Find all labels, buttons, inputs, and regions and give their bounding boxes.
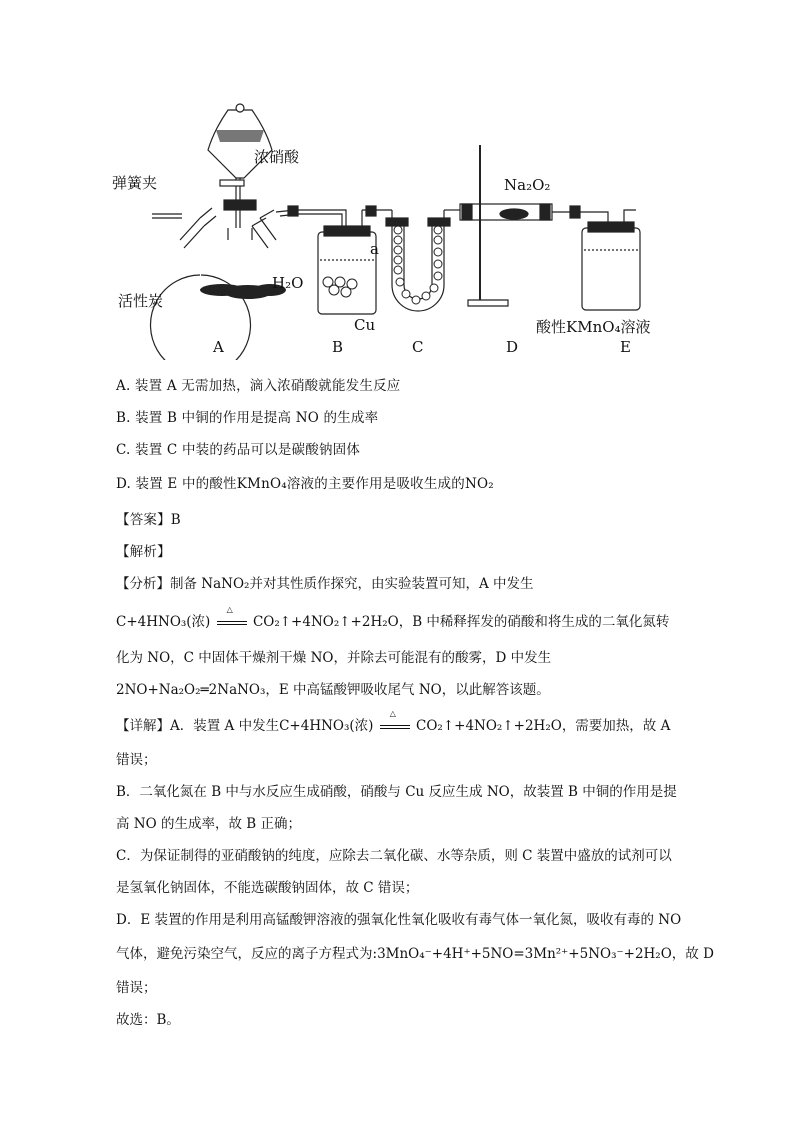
apparatus-diagram xyxy=(100,100,700,360)
detail-line-1-tail: ，需要加热，故 A xyxy=(561,718,671,734)
label-tube-a: a xyxy=(370,240,379,258)
detail-line-2: 错误； xyxy=(116,752,157,768)
label-water: H₂O xyxy=(272,274,304,292)
analysis-line-3: 化为 NO，C 中固体干燥剂干燥 NO，并除去可能混有的酸雾，D 中发生 xyxy=(116,650,552,666)
option-a: A. 装置 A 无需加热，滴入浓硝酸就能发生反应 xyxy=(116,378,401,394)
option-b: B. 装置 B 中铜的作用是提高 NO 的生成率 xyxy=(116,410,379,426)
label-kmno4: 酸性KMnO₄溶液 xyxy=(536,318,651,336)
analysis-line-1: 【分析】制备 NaNO₂并对其性质作探究，由实验装置可知，A 中发生 xyxy=(116,576,534,592)
detail-eq-reactant: C+4HNO₃(浓) xyxy=(279,718,374,734)
bottle-e xyxy=(582,228,640,310)
label-na2o2: Na₂O₂ xyxy=(504,176,551,194)
apparatus-label-d: D xyxy=(506,338,519,356)
detail-line-6: 是氢氧化钠固体，不能选碳酸钠固体，故 C 错误； xyxy=(116,880,419,896)
detail-eq-products: CO₂↑+4NO₂↑+2H₂O xyxy=(416,718,562,734)
answer: 【答案】B xyxy=(116,512,181,528)
label-activated-carbon: 活性炭 xyxy=(118,292,164,310)
apparatus-label-a: A xyxy=(213,338,224,356)
label-cu: Cu xyxy=(354,316,376,334)
detail-line-4: 高 NO 的生成率，故 B 正确； xyxy=(116,816,301,832)
analysis-line-2 xyxy=(116,605,670,630)
analysis-line-4: 2NO+Na₂O₂═2NaNO₃，E 中高锰酸钾吸收尾气 NO，以此解答该题。 xyxy=(116,682,550,698)
apparatus-label-c: C xyxy=(412,338,424,356)
label-spring-clip: 弹簧夹 xyxy=(112,174,158,192)
detail-line-8-tail: ，故 D xyxy=(671,946,714,962)
detail-line-1-head: 【详解】A．装置 A 中发生 xyxy=(116,718,280,734)
heat-symbol: △ xyxy=(226,605,233,614)
label-conc-nitric: 浓硝酸 xyxy=(254,148,300,166)
option-d-mid: 溶液的主要作用是吸收生成的 xyxy=(286,476,465,492)
analysis-title: 【解析】 xyxy=(116,544,171,560)
detail-heat-symbol: △ xyxy=(389,709,396,718)
option-d-pre: D. 装置 E 中的酸性 xyxy=(116,476,237,492)
detail-line-7: D．E 装置的作用是利用高锰酸钾溶液的强氧化性氧化吸收有毒气体一氧化氮，吸收有毒的 NO xyxy=(116,912,682,928)
apparatus-label-b: B xyxy=(332,338,344,356)
eq-products: CO₂↑+4NO₂↑+2H₂O xyxy=(252,614,399,630)
detail-line-8-head: 气体，避免污染空气，反应的离子方程式为: xyxy=(116,946,378,962)
bottle-b xyxy=(318,232,376,314)
option-d-kmno4: KMnO₄ xyxy=(236,476,287,492)
detail-line-8 xyxy=(116,942,714,962)
analysis-line-2-tail: ，B 中稀释挥发的硝酸和将生成的二氧化氮转 xyxy=(398,614,670,630)
apparatus-label-e: E xyxy=(620,338,631,356)
eq-reactant: C+4HNO₃(浓) xyxy=(116,614,211,630)
ionic-equation: 3MnO₄⁻+4H⁺+5NO=3Mn²⁺+5NO₃⁻+2H₂O xyxy=(377,946,672,962)
detail-line-10: 故选：B。 xyxy=(116,1012,180,1028)
detail-line-1 xyxy=(116,709,671,734)
option-d xyxy=(116,472,494,492)
funnel-bulb xyxy=(208,110,272,178)
heat-arrow xyxy=(215,605,249,630)
detail-line-5: C．为保证制得的亚硝酸钠的纯度，应除去二氧化碳、水等杂质，则 C 装置中盛放的试剂可以 xyxy=(116,848,672,864)
detail-line-9: 错误； xyxy=(116,980,157,996)
detail-line-3: B．二氧化氮在 B 中与水反应生成硝酸，硝酸与 Cu 反应生成 NO，故装置 B 中铜的作用是提 xyxy=(116,784,677,800)
option-c: C. 装置 C 中装的药品可以是碳酸钠固体 xyxy=(116,442,361,458)
option-d-no2: NO₂ xyxy=(464,476,494,492)
detail-heat-arrow xyxy=(378,709,412,734)
